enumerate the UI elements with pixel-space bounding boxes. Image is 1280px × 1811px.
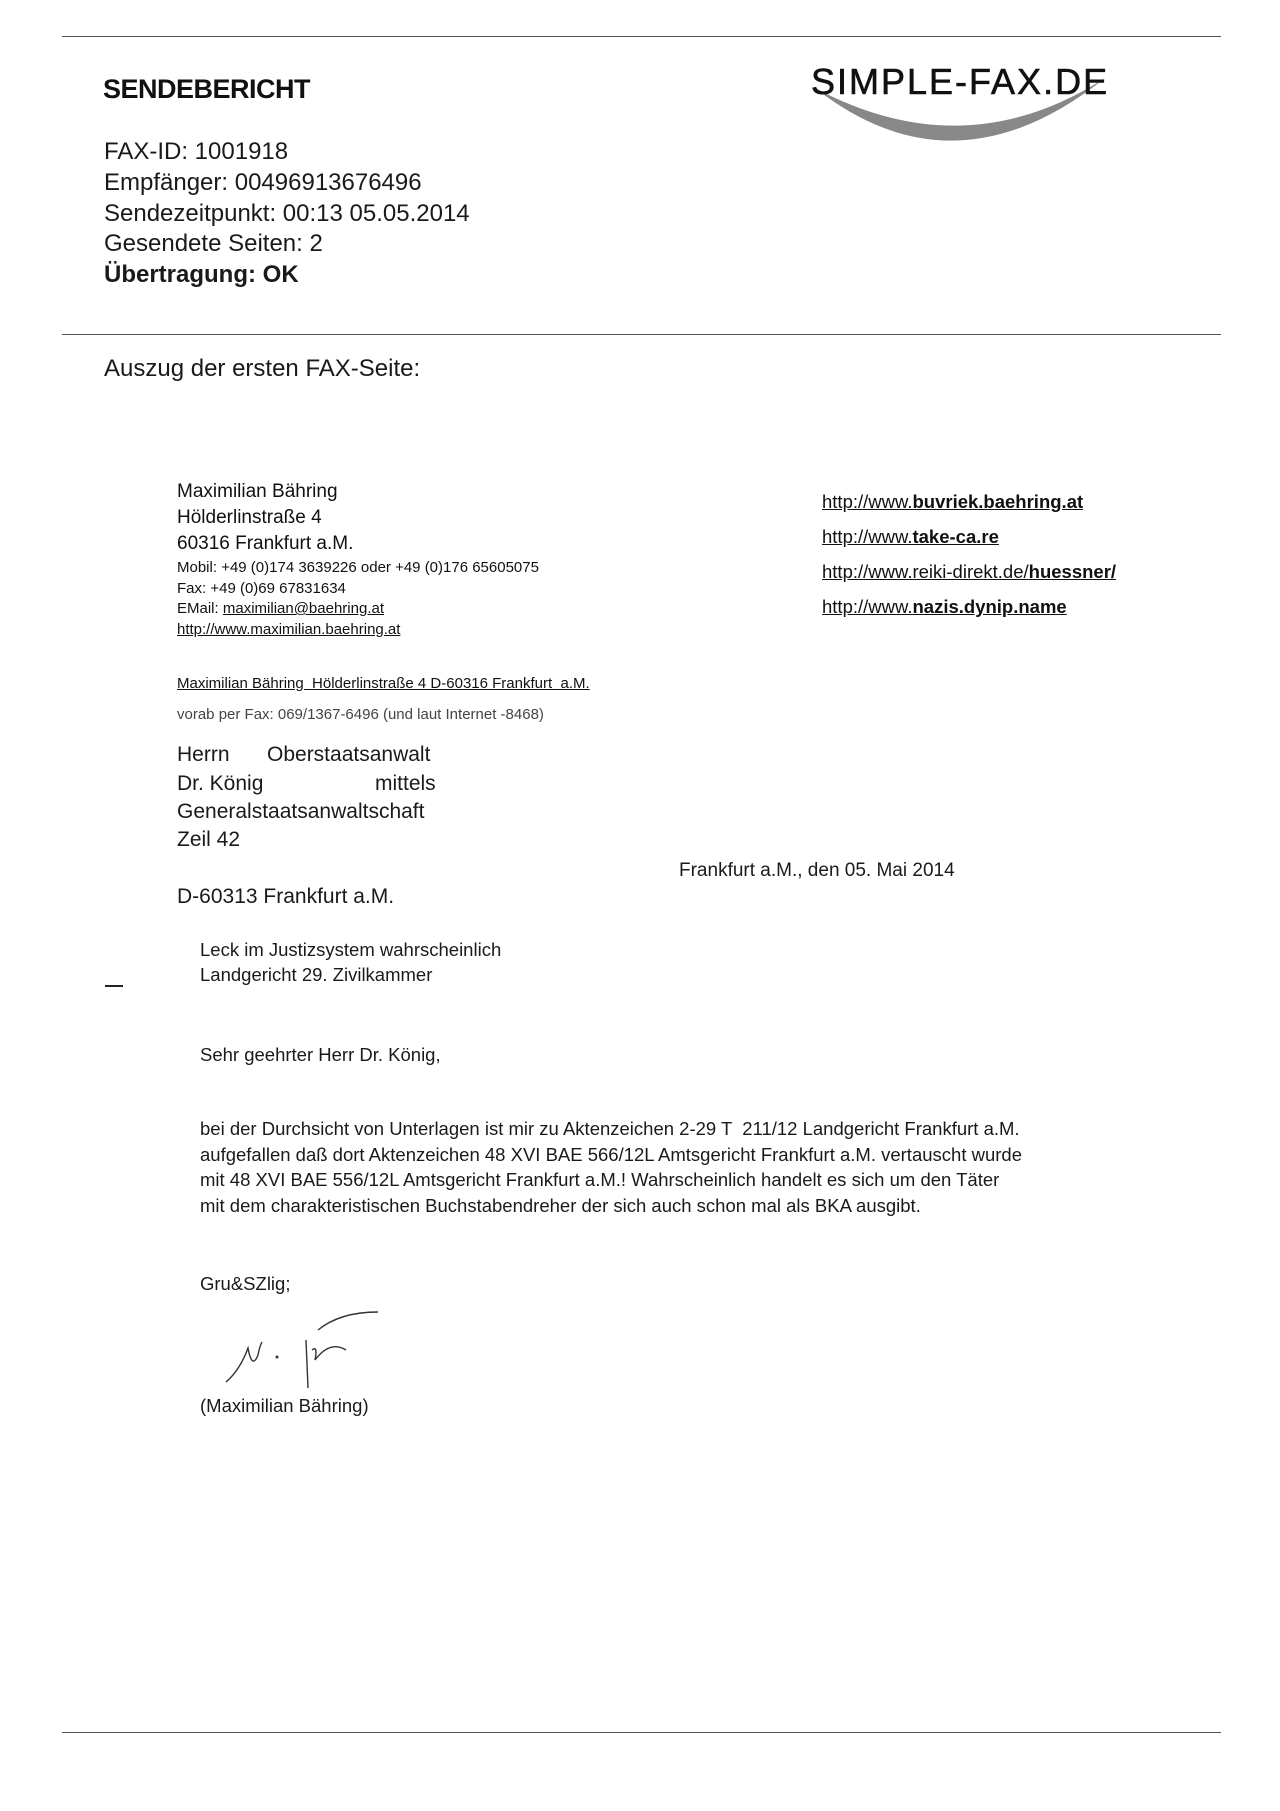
sender-website: http://www.maximilian.baehring.at (177, 621, 401, 638)
sender-email: EMail: maximilian@baehring.at (177, 600, 384, 617)
recipient-city: D-60313 Frankfurt a.M. (177, 885, 395, 908)
transmission-status: Übertragung: OK (104, 261, 299, 288)
svg-text:SIMPLE-FAX.DE: SIMPLE-FAX.DE (811, 61, 1110, 102)
simple-fax-logo (805, 58, 1205, 158)
sender-fax: Fax: +49 (0)69 67831634 (177, 580, 346, 597)
report-title: SENDEBERICHT (103, 74, 311, 104)
pages-sent: Gesendete Seiten: 2 (104, 230, 323, 257)
recipient-line-1b: Oberstaatsanwalt (267, 743, 431, 766)
closing: Gru&SZlig; (200, 1273, 291, 1294)
letter-date: Frankfurt a.M., den 05. Mai 2014 (679, 860, 955, 881)
body-line-3: mit 48 XVI BAE 556/12L Amtsgericht Frankfurt a.M.! Wahrscheinlich handelt es sich um den Täter (200, 1169, 1000, 1190)
link-1: http://www.buvriek.baehring.at (822, 491, 1084, 512)
body-line-1: bei der Durchsicht von Unterlagen ist mir zu Aktenzeichen 2-29 T 211/12 Landgericht Frankfurt a.M. (200, 1118, 1020, 1139)
recipient-line-3: Generalstaatsanwaltschaft (177, 800, 425, 823)
subject-line-1: Leck im Justizsystem wahrscheinlich (200, 939, 502, 960)
recipient-line-4: Zeil 42 (177, 828, 241, 851)
handwritten-signature (200, 1300, 490, 1395)
bottom-divider (62, 1732, 1221, 1733)
excerpt-label: Auszug der ersten FAX-Seite: (104, 355, 421, 382)
signature-name: (Maximilian Bähring) (200, 1395, 369, 1416)
top-divider (62, 36, 1221, 37)
fax-note: vorab per Fax: 069/1367-6496 (und laut Internet -8468) (177, 706, 544, 723)
sender-city: 60316 Frankfurt a.M. (177, 533, 354, 554)
fold-mark (105, 985, 123, 987)
link-3: http://www.reiki-direkt.de/huessner/ (822, 561, 1117, 582)
body-line-4: mit dem charakteristischen Buchstabendreher der sich auch schon mal als BKA ausgibt. (200, 1195, 921, 1216)
sender-street: Hölderlinstraße 4 (177, 507, 322, 528)
recipient-number: Empfänger: 00496913676496 (104, 169, 422, 196)
link-2: http://www.take-ca.re (822, 526, 999, 547)
fax-id: FAX-ID: 1001918 (104, 138, 289, 165)
recipient-line-1a: Herrn (177, 743, 230, 766)
sender-mobile: Mobil: +49 (0)174 3639226 oder +49 (0)176 65605075 (177, 559, 539, 576)
recipient-line-2a: Dr. König (177, 772, 264, 795)
link-4: http://www.nazis.dynip.name (822, 596, 1067, 617)
salutation: Sehr geehrter Herr Dr. König, (200, 1044, 441, 1065)
body-line-2: aufgefallen daß dort Aktenzeichen 48 XVI BAE 566/12L Amtsgericht Frankfurt a.M. vertauscht wurde (200, 1144, 1022, 1165)
subject-line-2: Landgericht 29. Zivilkammer (200, 964, 433, 985)
middle-divider (62, 334, 1221, 335)
send-time: Sendezeitpunkt: 00:13 05.05.2014 (104, 200, 470, 227)
sender-name: Maximilian Bähring (177, 481, 338, 502)
recipient-line-2b: mittels (375, 772, 436, 795)
return-address: Maximilian Bähring Hölderlinstraße 4 D-60316 Frankfurt a.M. (177, 675, 590, 692)
